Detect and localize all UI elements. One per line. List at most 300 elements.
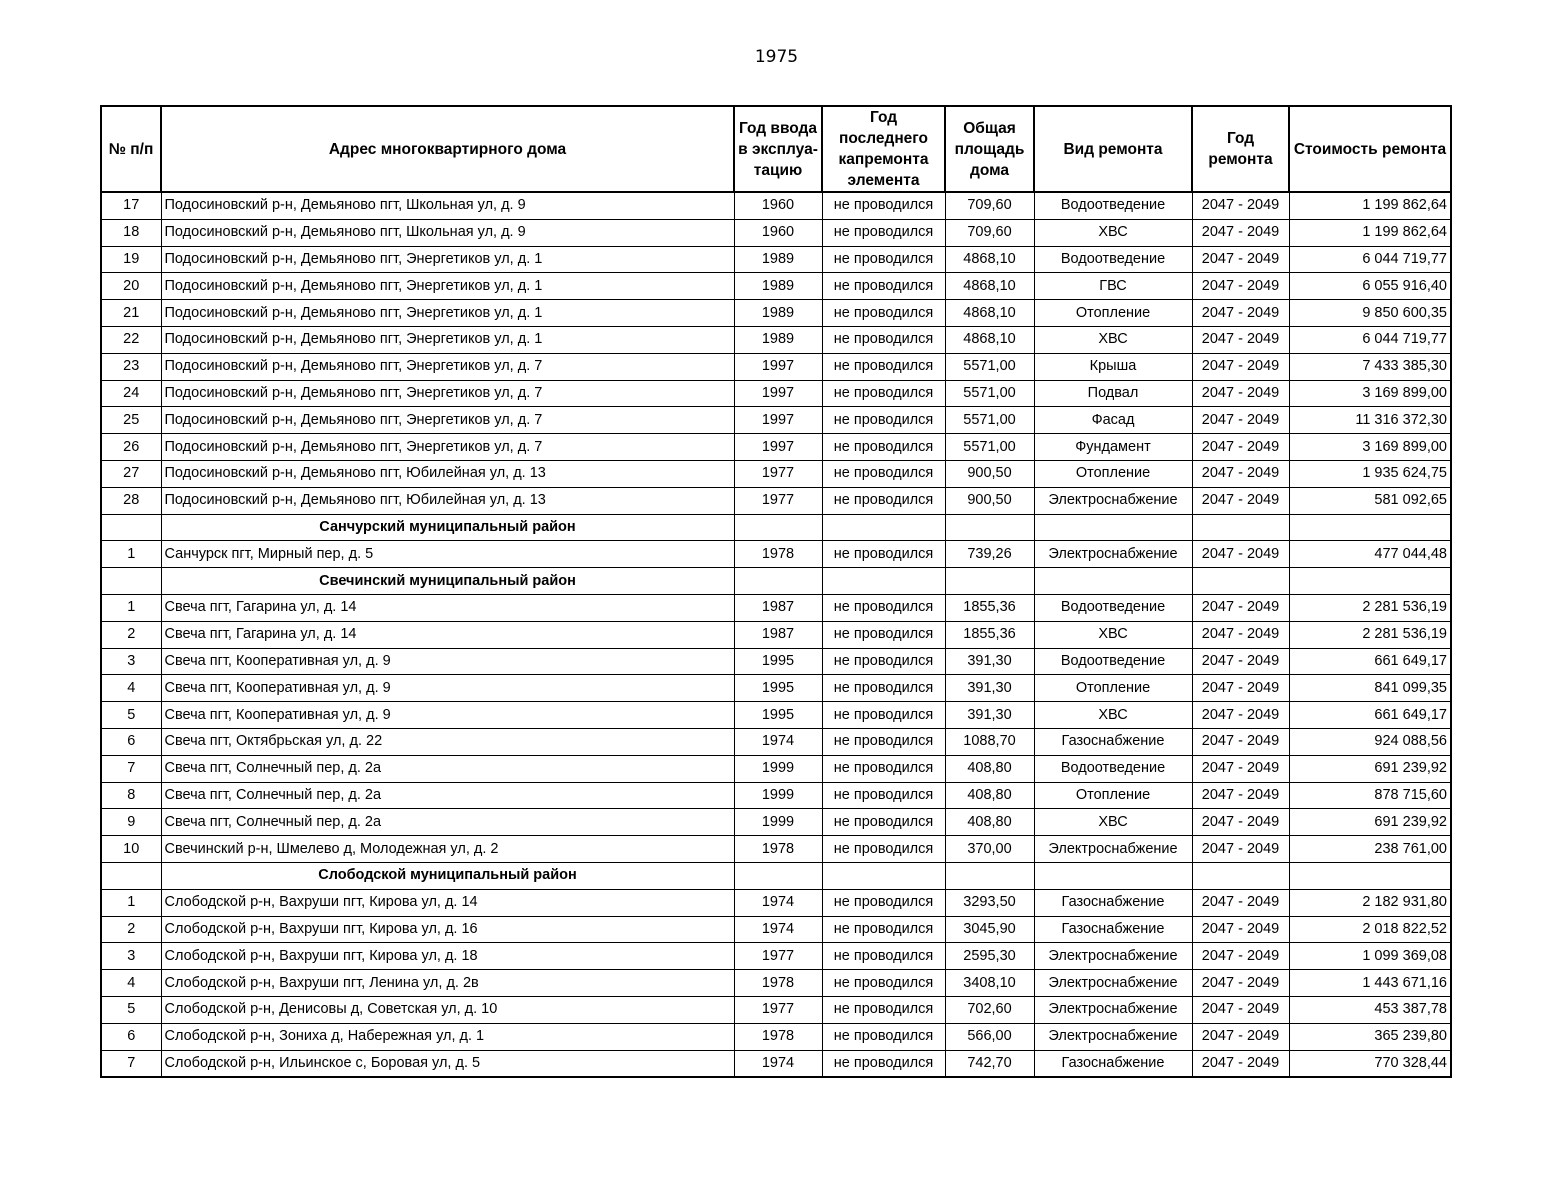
cell-last-repair-year: не проводился bbox=[822, 1023, 945, 1050]
cell-address: Слободской р-н, Вахруши пгт, Кирова ул, д. 14 bbox=[161, 889, 734, 916]
header-repair-cost: Стоимость ремонта bbox=[1289, 106, 1451, 192]
cell-address: Подосиновский р-н, Демьяново пгт, Энергетиков ул, д. 7 bbox=[161, 380, 734, 407]
cell-row-number: 6 bbox=[101, 728, 161, 755]
cell-repair-type: Газоснабжение bbox=[1034, 916, 1192, 943]
table-row bbox=[101, 273, 1451, 300]
cell-repair-year: 2047 - 2049 bbox=[1192, 809, 1289, 836]
cell-address: Свеча пгт, Солнечный пер, д. 2а bbox=[161, 809, 734, 836]
table-row bbox=[101, 889, 1451, 916]
cell-address: Подосиновский р-н, Демьяново пгт, Школьная ул, д. 9 bbox=[161, 192, 734, 219]
empty-cell bbox=[945, 514, 1034, 541]
cell-last-repair-year: не проводился bbox=[822, 782, 945, 809]
cell-repair-type: Отопление bbox=[1034, 300, 1192, 327]
cell-total-area: 391,30 bbox=[945, 675, 1034, 702]
cell-row-number: 26 bbox=[101, 434, 161, 461]
cell-address: Санчурск пгт, Мирный пер, д. 5 bbox=[161, 541, 734, 568]
cell-commission-year: 1997 bbox=[734, 407, 822, 434]
cell-address: Слободской р-н, Ильинское с, Боровая ул, д. 5 bbox=[161, 1050, 734, 1077]
empty-cell bbox=[734, 862, 822, 889]
cell-commission-year: 1974 bbox=[734, 916, 822, 943]
cell-total-area: 5571,00 bbox=[945, 380, 1034, 407]
cell-last-repair-year: не проводился bbox=[822, 728, 945, 755]
cell-address: Слободской р-н, Денисовы д, Советская ул, д. 10 bbox=[161, 996, 734, 1023]
table-row bbox=[101, 809, 1451, 836]
cell-row-number: 7 bbox=[101, 755, 161, 782]
cell-commission-year: 1995 bbox=[734, 675, 822, 702]
cell-total-area: 391,30 bbox=[945, 648, 1034, 675]
cell-total-area: 4868,10 bbox=[945, 246, 1034, 273]
cell-total-area: 370,00 bbox=[945, 836, 1034, 863]
cell-commission-year: 1974 bbox=[734, 889, 822, 916]
table-row bbox=[101, 836, 1451, 863]
cell-last-repair-year: не проводился bbox=[822, 594, 945, 621]
cell-row-number: 6 bbox=[101, 1023, 161, 1050]
header-repair-year: Год ремонта bbox=[1192, 106, 1289, 192]
cell-commission-year: 1978 bbox=[734, 541, 822, 568]
cell-repair-type: ХВС bbox=[1034, 326, 1192, 353]
cell-total-area: 2595,30 bbox=[945, 943, 1034, 970]
cell-repair-type: Электроснабжение bbox=[1034, 996, 1192, 1023]
cell-repair-year: 2047 - 2049 bbox=[1192, 1050, 1289, 1077]
cell-address: Свечинский р-н, Шмелево д, Молодежная ул, д. 2 bbox=[161, 836, 734, 863]
cell-repair-year: 2047 - 2049 bbox=[1192, 889, 1289, 916]
cell-repair-year: 2047 - 2049 bbox=[1192, 702, 1289, 729]
cell-repair-type: Водоотведение bbox=[1034, 192, 1192, 219]
cell-repair-cost: 3 169 899,00 bbox=[1289, 380, 1451, 407]
cell-address: Подосиновский р-н, Демьяново пгт, Энергетиков ул, д. 7 bbox=[161, 353, 734, 380]
table-row bbox=[101, 1050, 1451, 1077]
cell-repair-cost: 691 239,92 bbox=[1289, 809, 1451, 836]
district-row bbox=[101, 514, 1451, 541]
empty-cell bbox=[1034, 568, 1192, 595]
table-row bbox=[101, 460, 1451, 487]
table-row bbox=[101, 621, 1451, 648]
cell-address: Свеча пгт, Кооперативная ул, д. 9 bbox=[161, 702, 734, 729]
table-row bbox=[101, 380, 1451, 407]
cell-last-repair-year: не проводился bbox=[822, 246, 945, 273]
cell-commission-year: 1978 bbox=[734, 970, 822, 997]
cell-last-repair-year: не проводился bbox=[822, 487, 945, 514]
cell-repair-year: 2047 - 2049 bbox=[1192, 300, 1289, 327]
cell-repair-type: Газоснабжение bbox=[1034, 728, 1192, 755]
cell-repair-type: Водоотведение bbox=[1034, 755, 1192, 782]
cell-repair-year: 2047 - 2049 bbox=[1192, 996, 1289, 1023]
header-last-repair-year: Год последнего капремонта элемента bbox=[822, 106, 945, 192]
table-row bbox=[101, 353, 1451, 380]
cell-row-number: 23 bbox=[101, 353, 161, 380]
cell-commission-year: 1989 bbox=[734, 326, 822, 353]
empty-cell bbox=[1289, 862, 1451, 889]
empty-cell bbox=[822, 568, 945, 595]
table-row bbox=[101, 702, 1451, 729]
cell-repair-type: Электроснабжение bbox=[1034, 970, 1192, 997]
cell-address: Слободской р-н, Вахруши пгт, Кирова ул, д. 16 bbox=[161, 916, 734, 943]
cell-total-area: 566,00 bbox=[945, 1023, 1034, 1050]
cell-commission-year: 1974 bbox=[734, 1050, 822, 1077]
table-row bbox=[101, 487, 1451, 514]
cell-last-repair-year: не проводился bbox=[822, 970, 945, 997]
cell-commission-year: 1999 bbox=[734, 782, 822, 809]
district-row bbox=[101, 568, 1451, 595]
cell-row-number: 20 bbox=[101, 273, 161, 300]
cell-repair-type: Отопление bbox=[1034, 782, 1192, 809]
cell-commission-year: 1977 bbox=[734, 943, 822, 970]
cell-address: Свеча пгт, Солнечный пер, д. 2а bbox=[161, 755, 734, 782]
cell-repair-type: Подвал bbox=[1034, 380, 1192, 407]
cell-commission-year: 1978 bbox=[734, 1023, 822, 1050]
cell-row-number: 3 bbox=[101, 943, 161, 970]
cell-row-number: 25 bbox=[101, 407, 161, 434]
cell-row-number: 1 bbox=[101, 594, 161, 621]
cell-commission-year: 1999 bbox=[734, 755, 822, 782]
cell-repair-year: 2047 - 2049 bbox=[1192, 728, 1289, 755]
cell-total-area: 1088,70 bbox=[945, 728, 1034, 755]
cell-repair-cost: 1 935 624,75 bbox=[1289, 460, 1451, 487]
cell-repair-year: 2047 - 2049 bbox=[1192, 943, 1289, 970]
cell-last-repair-year: не проводился bbox=[822, 380, 945, 407]
cell-repair-year: 2047 - 2049 bbox=[1192, 755, 1289, 782]
cell-repair-year: 2047 - 2049 bbox=[1192, 326, 1289, 353]
cell-repair-cost: 6 044 719,77 bbox=[1289, 326, 1451, 353]
cell-last-repair-year: не проводился bbox=[822, 836, 945, 863]
cell-total-area: 3408,10 bbox=[945, 970, 1034, 997]
cell-row-number: 4 bbox=[101, 970, 161, 997]
cell-repair-type: Фасад bbox=[1034, 407, 1192, 434]
table-row bbox=[101, 300, 1451, 327]
cell-repair-type: Электроснабжение bbox=[1034, 487, 1192, 514]
cell-last-repair-year: не проводился bbox=[822, 916, 945, 943]
cell-commission-year: 1978 bbox=[734, 836, 822, 863]
cell-last-repair-year: не проводился bbox=[822, 326, 945, 353]
cell-row-number: 7 bbox=[101, 1050, 161, 1077]
cell-total-area: 742,70 bbox=[945, 1050, 1034, 1077]
cell-last-repair-year: не проводился bbox=[822, 407, 945, 434]
cell-repair-year: 2047 - 2049 bbox=[1192, 916, 1289, 943]
cell-row-number: 1 bbox=[101, 541, 161, 568]
cell-repair-year: 2047 - 2049 bbox=[1192, 970, 1289, 997]
district-row bbox=[101, 862, 1451, 889]
cell-row-number: 1 bbox=[101, 889, 161, 916]
cell-repair-year: 2047 - 2049 bbox=[1192, 541, 1289, 568]
cell-total-area: 900,50 bbox=[945, 487, 1034, 514]
empty-cell bbox=[734, 514, 822, 541]
cell-total-area: 739,26 bbox=[945, 541, 1034, 568]
cell-total-area: 4868,10 bbox=[945, 326, 1034, 353]
cell-address: Свеча пгт, Октябрьская ул, д. 22 bbox=[161, 728, 734, 755]
cell-repair-type: Электроснабжение bbox=[1034, 943, 1192, 970]
cell-address: Подосиновский р-н, Демьяново пгт, Энергетиков ул, д. 1 bbox=[161, 326, 734, 353]
table-row bbox=[101, 594, 1451, 621]
cell-row-number: 22 bbox=[101, 326, 161, 353]
cell-repair-cost: 1 199 862,64 bbox=[1289, 192, 1451, 219]
cell-repair-year: 2047 - 2049 bbox=[1192, 836, 1289, 863]
cell-row-number: 28 bbox=[101, 487, 161, 514]
cell-repair-cost: 1 199 862,64 bbox=[1289, 219, 1451, 246]
cell-last-repair-year: не проводился bbox=[822, 1050, 945, 1077]
cell-row-number: 24 bbox=[101, 380, 161, 407]
cell-repair-cost: 238 761,00 bbox=[1289, 836, 1451, 863]
cell-repair-type: Водоотведение bbox=[1034, 594, 1192, 621]
table-row bbox=[101, 782, 1451, 809]
cell-last-repair-year: не проводился bbox=[822, 889, 945, 916]
cell-commission-year: 1989 bbox=[734, 273, 822, 300]
cell-repair-type: Электроснабжение bbox=[1034, 1023, 1192, 1050]
cell-commission-year: 1987 bbox=[734, 594, 822, 621]
cell-address: Слободской р-н, Вахруши пгт, Ленина ул, д. 2в bbox=[161, 970, 734, 997]
cell-last-repair-year: не проводился bbox=[822, 943, 945, 970]
cell-repair-cost: 841 099,35 bbox=[1289, 675, 1451, 702]
table-row bbox=[101, 675, 1451, 702]
header-commission-year: Год ввода в эксплуа-тацию bbox=[734, 106, 822, 192]
cell-repair-type: Фундамент bbox=[1034, 434, 1192, 461]
cell-repair-type: Газоснабжение bbox=[1034, 1050, 1192, 1077]
empty-cell bbox=[1192, 514, 1289, 541]
empty-cell bbox=[734, 568, 822, 595]
empty-cell bbox=[945, 862, 1034, 889]
cell-repair-cost: 1 443 671,16 bbox=[1289, 970, 1451, 997]
table-row bbox=[101, 219, 1451, 246]
table-row bbox=[101, 434, 1451, 461]
table-row bbox=[101, 996, 1451, 1023]
cell-row-number: 5 bbox=[101, 702, 161, 729]
cell-commission-year: 1997 bbox=[734, 353, 822, 380]
cell-total-area: 408,80 bbox=[945, 782, 1034, 809]
table-row bbox=[101, 1023, 1451, 1050]
cell-total-area: 900,50 bbox=[945, 460, 1034, 487]
cell-repair-cost: 1 099 369,08 bbox=[1289, 943, 1451, 970]
cell-last-repair-year: не проводился bbox=[822, 300, 945, 327]
cell-total-area: 709,60 bbox=[945, 219, 1034, 246]
cell-repair-type: Крыша bbox=[1034, 353, 1192, 380]
cell-repair-type: ХВС bbox=[1034, 809, 1192, 836]
cell-repair-year: 2047 - 2049 bbox=[1192, 273, 1289, 300]
cell-total-area: 408,80 bbox=[945, 809, 1034, 836]
cell-commission-year: 1960 bbox=[734, 192, 822, 219]
cell-total-area: 3045,90 bbox=[945, 916, 1034, 943]
cell-repair-year: 2047 - 2049 bbox=[1192, 487, 1289, 514]
cell-repair-type: Отопление bbox=[1034, 460, 1192, 487]
cell-repair-type: Электроснабжение bbox=[1034, 541, 1192, 568]
cell-commission-year: 1997 bbox=[734, 434, 822, 461]
empty-cell bbox=[101, 568, 161, 595]
cell-repair-year: 2047 - 2049 bbox=[1192, 1023, 1289, 1050]
empty-cell bbox=[945, 568, 1034, 595]
empty-cell bbox=[1289, 568, 1451, 595]
table-row bbox=[101, 728, 1451, 755]
cell-repair-cost: 11 316 372,30 bbox=[1289, 407, 1451, 434]
cell-commission-year: 1974 bbox=[734, 728, 822, 755]
cell-total-area: 391,30 bbox=[945, 702, 1034, 729]
cell-commission-year: 1997 bbox=[734, 380, 822, 407]
empty-cell bbox=[1289, 514, 1451, 541]
cell-repair-cost: 2 281 536,19 bbox=[1289, 621, 1451, 648]
cell-address: Свеча пгт, Гагарина ул, д. 14 bbox=[161, 594, 734, 621]
cell-last-repair-year: не проводился bbox=[822, 648, 945, 675]
cell-address: Подосиновский р-н, Демьяново пгт, Энергетиков ул, д. 1 bbox=[161, 246, 734, 273]
empty-cell bbox=[101, 862, 161, 889]
cell-total-area: 5571,00 bbox=[945, 353, 1034, 380]
empty-cell bbox=[1034, 862, 1192, 889]
cell-repair-year: 2047 - 2049 bbox=[1192, 407, 1289, 434]
cell-repair-year: 2047 - 2049 bbox=[1192, 782, 1289, 809]
cell-repair-type: Отопление bbox=[1034, 675, 1192, 702]
cell-repair-type: ХВС bbox=[1034, 702, 1192, 729]
cell-repair-type: Газоснабжение bbox=[1034, 889, 1192, 916]
cell-row-number: 8 bbox=[101, 782, 161, 809]
cell-repair-cost: 2 281 536,19 bbox=[1289, 594, 1451, 621]
cell-repair-cost: 453 387,78 bbox=[1289, 996, 1451, 1023]
cell-row-number: 19 bbox=[101, 246, 161, 273]
cell-last-repair-year: не проводился bbox=[822, 273, 945, 300]
cell-commission-year: 1989 bbox=[734, 246, 822, 273]
district-name: Слободской муниципальный район bbox=[161, 862, 734, 889]
cell-repair-cost: 878 715,60 bbox=[1289, 782, 1451, 809]
cell-row-number: 4 bbox=[101, 675, 161, 702]
cell-last-repair-year: не проводился bbox=[822, 460, 945, 487]
cell-repair-cost: 661 649,17 bbox=[1289, 702, 1451, 729]
cell-repair-year: 2047 - 2049 bbox=[1192, 675, 1289, 702]
cell-last-repair-year: не проводился bbox=[822, 675, 945, 702]
cell-row-number: 17 bbox=[101, 192, 161, 219]
empty-cell bbox=[1192, 568, 1289, 595]
cell-repair-type: Электроснабжение bbox=[1034, 836, 1192, 863]
table-row bbox=[101, 755, 1451, 782]
cell-address: Подосиновский р-н, Демьяново пгт, Энергетиков ул, д. 1 bbox=[161, 300, 734, 327]
cell-last-repair-year: не проводился bbox=[822, 192, 945, 219]
cell-commission-year: 1960 bbox=[734, 219, 822, 246]
cell-last-repair-year: не проводился bbox=[822, 353, 945, 380]
page-number: 1975 bbox=[754, 47, 799, 67]
cell-total-area: 1855,36 bbox=[945, 594, 1034, 621]
cell-repair-year: 2047 - 2049 bbox=[1192, 621, 1289, 648]
cell-repair-cost: 365 239,80 bbox=[1289, 1023, 1451, 1050]
header-repair-type: Вид ремонта bbox=[1034, 106, 1192, 192]
cell-repair-cost: 6 044 719,77 bbox=[1289, 246, 1451, 273]
cell-repair-type: ГВС bbox=[1034, 273, 1192, 300]
cell-repair-cost: 3 169 899,00 bbox=[1289, 434, 1451, 461]
cell-repair-cost: 2 018 822,52 bbox=[1289, 916, 1451, 943]
table-row bbox=[101, 407, 1451, 434]
cell-address: Свеча пгт, Кооперативная ул, д. 9 bbox=[161, 648, 734, 675]
table-row bbox=[101, 326, 1451, 353]
cell-address: Слободской р-н, Зониха д, Набережная ул, д. 1 bbox=[161, 1023, 734, 1050]
cell-repair-type: Водоотведение bbox=[1034, 648, 1192, 675]
cell-last-repair-year: не проводился bbox=[822, 755, 945, 782]
cell-repair-cost: 6 055 916,40 bbox=[1289, 273, 1451, 300]
cell-repair-type: ХВС bbox=[1034, 621, 1192, 648]
table-row bbox=[101, 916, 1451, 943]
cell-repair-year: 2047 - 2049 bbox=[1192, 648, 1289, 675]
cell-repair-cost: 691 239,92 bbox=[1289, 755, 1451, 782]
empty-cell bbox=[1034, 514, 1192, 541]
cell-address: Слободской р-н, Вахруши пгт, Кирова ул, д. 18 bbox=[161, 943, 734, 970]
cell-commission-year: 1989 bbox=[734, 300, 822, 327]
cell-commission-year: 1987 bbox=[734, 621, 822, 648]
cell-row-number: 18 bbox=[101, 219, 161, 246]
table-row bbox=[101, 648, 1451, 675]
cell-address: Свеча пгт, Кооперативная ул, д. 9 bbox=[161, 675, 734, 702]
cell-repair-year: 2047 - 2049 bbox=[1192, 246, 1289, 273]
cell-last-repair-year: не проводился bbox=[822, 809, 945, 836]
empty-cell bbox=[822, 862, 945, 889]
header-total-area: Общая площадь дома bbox=[945, 106, 1034, 192]
cell-repair-year: 2047 - 2049 bbox=[1192, 380, 1289, 407]
cell-repair-cost: 2 182 931,80 bbox=[1289, 889, 1451, 916]
cell-last-repair-year: не проводился bbox=[822, 434, 945, 461]
table-row bbox=[101, 246, 1451, 273]
table-row bbox=[101, 541, 1451, 568]
cell-total-area: 702,60 bbox=[945, 996, 1034, 1023]
cell-repair-cost: 770 328,44 bbox=[1289, 1050, 1451, 1077]
cell-address: Свеча пгт, Гагарина ул, д. 14 bbox=[161, 621, 734, 648]
cell-repair-cost: 9 850 600,35 bbox=[1289, 300, 1451, 327]
cell-total-area: 5571,00 bbox=[945, 407, 1034, 434]
cell-address: Подосиновский р-н, Демьяново пгт, Юбилейная ул, д. 13 bbox=[161, 460, 734, 487]
cell-row-number: 10 bbox=[101, 836, 161, 863]
cell-repair-type: Водоотведение bbox=[1034, 246, 1192, 273]
cell-row-number: 9 bbox=[101, 809, 161, 836]
cell-last-repair-year: не проводился bbox=[822, 621, 945, 648]
cell-repair-year: 2047 - 2049 bbox=[1192, 460, 1289, 487]
cell-address: Подосиновский р-н, Демьяново пгт, Юбилейная ул, д. 13 bbox=[161, 487, 734, 514]
cell-address: Подосиновский р-н, Демьяново пгт, Энергетиков ул, д. 7 bbox=[161, 407, 734, 434]
cell-total-area: 3293,50 bbox=[945, 889, 1034, 916]
cell-address: Подосиновский р-н, Демьяново пгт, Энергетиков ул, д. 1 bbox=[161, 273, 734, 300]
cell-total-area: 4868,10 bbox=[945, 273, 1034, 300]
cell-last-repair-year: не проводился bbox=[822, 541, 945, 568]
cell-repair-type: ХВС bbox=[1034, 219, 1192, 246]
table-body bbox=[101, 192, 1451, 1077]
header-row bbox=[101, 106, 1451, 192]
cell-repair-cost: 581 092,65 bbox=[1289, 487, 1451, 514]
cell-repair-cost: 661 649,17 bbox=[1289, 648, 1451, 675]
cell-total-area: 408,80 bbox=[945, 755, 1034, 782]
cell-commission-year: 1999 bbox=[734, 809, 822, 836]
cell-repair-cost: 924 088,56 bbox=[1289, 728, 1451, 755]
cell-commission-year: 1977 bbox=[734, 460, 822, 487]
empty-cell bbox=[1192, 862, 1289, 889]
cell-total-area: 4868,10 bbox=[945, 300, 1034, 327]
header-row-number: № п/п bbox=[101, 106, 161, 192]
cell-row-number: 27 bbox=[101, 460, 161, 487]
cell-last-repair-year: не проводился bbox=[822, 219, 945, 246]
table-row bbox=[101, 192, 1451, 219]
cell-repair-cost: 7 433 385,30 bbox=[1289, 353, 1451, 380]
header-address: Адрес многоквартирного дома bbox=[161, 106, 734, 192]
cell-commission-year: 1995 bbox=[734, 648, 822, 675]
cell-commission-year: 1977 bbox=[734, 996, 822, 1023]
cell-last-repair-year: не проводился bbox=[822, 996, 945, 1023]
table-row bbox=[101, 943, 1451, 970]
cell-repair-year: 2047 - 2049 bbox=[1192, 353, 1289, 380]
district-name: Санчурский муниципальный район bbox=[161, 514, 734, 541]
cell-repair-year: 2047 - 2049 bbox=[1192, 594, 1289, 621]
cell-last-repair-year: не проводился bbox=[822, 702, 945, 729]
cell-commission-year: 1977 bbox=[734, 487, 822, 514]
cell-total-area: 1855,36 bbox=[945, 621, 1034, 648]
cell-repair-year: 2047 - 2049 bbox=[1192, 219, 1289, 246]
cell-address: Подосиновский р-н, Демьяново пгт, Школьная ул, д. 9 bbox=[161, 219, 734, 246]
cell-repair-cost: 477 044,48 bbox=[1289, 541, 1451, 568]
empty-cell bbox=[822, 514, 945, 541]
cell-address: Подосиновский р-н, Демьяново пгт, Энергетиков ул, д. 7 bbox=[161, 434, 734, 461]
repair-table-container bbox=[100, 105, 1452, 1078]
cell-row-number: 5 bbox=[101, 996, 161, 1023]
cell-commission-year: 1995 bbox=[734, 702, 822, 729]
repair-table bbox=[100, 105, 1452, 1078]
cell-row-number: 3 bbox=[101, 648, 161, 675]
cell-total-area: 709,60 bbox=[945, 192, 1034, 219]
